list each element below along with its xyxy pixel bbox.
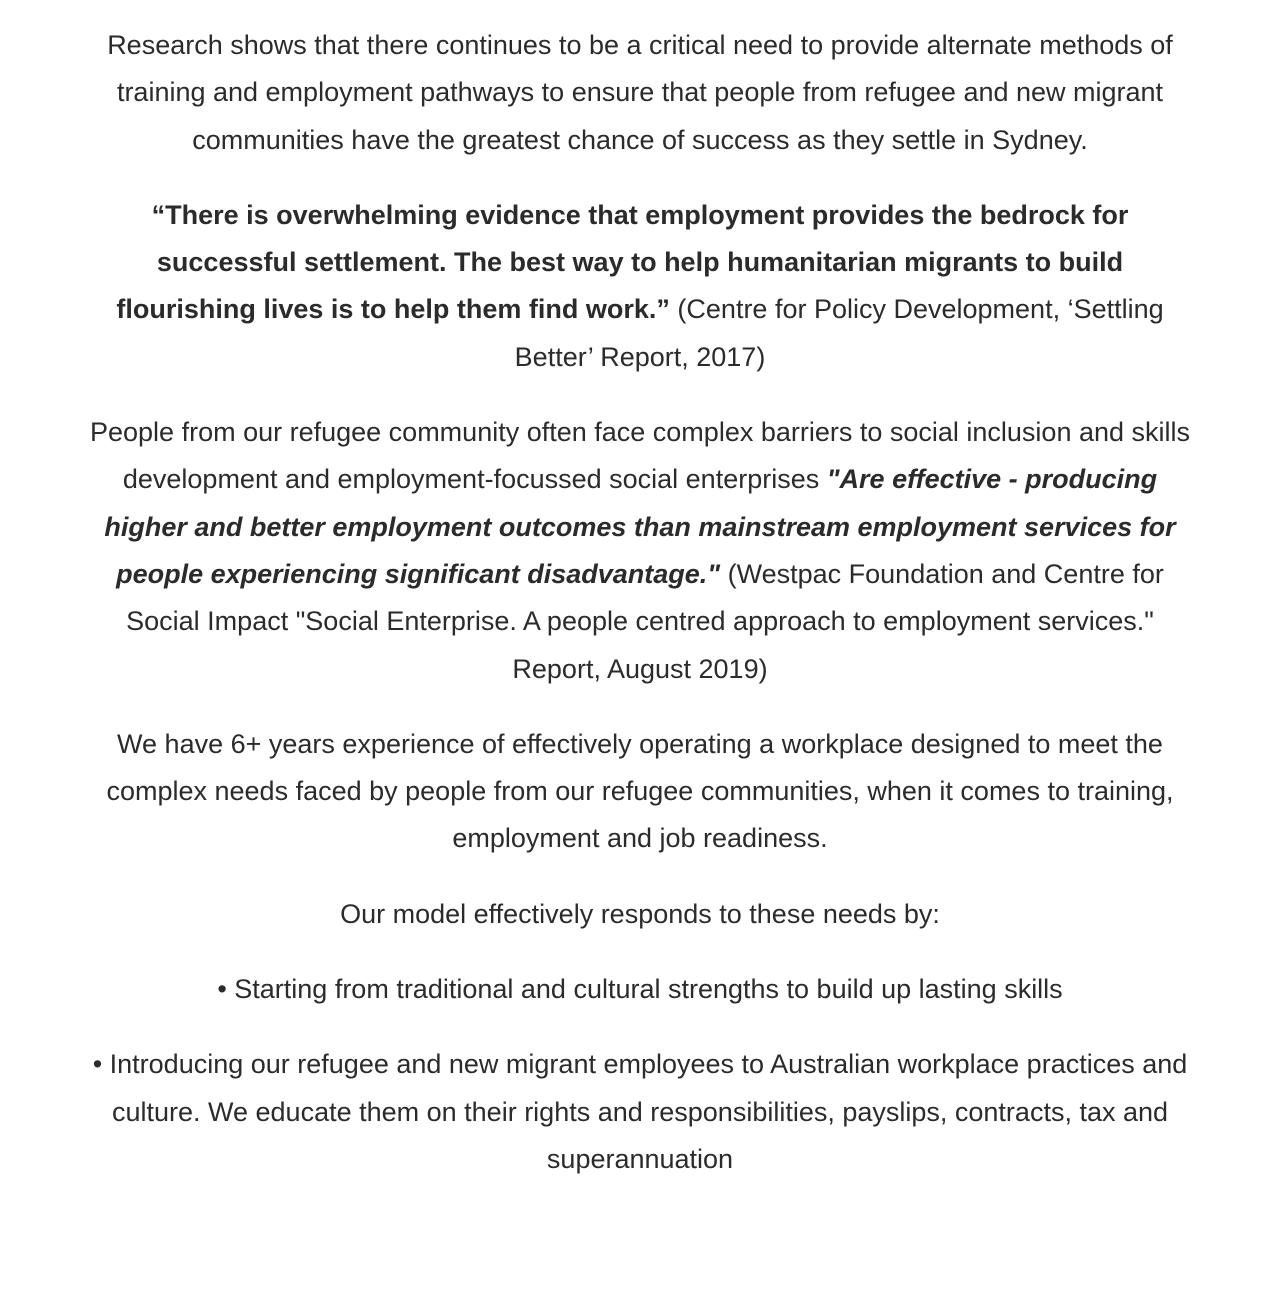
- article-body: [90, 0, 1190, 1183]
- social-enterprise-paragraph: [90, 409, 1190, 693]
- bullet-item: • Starting from traditional and cultural strengths to build up lasting skills: [217, 974, 1063, 1005]
- social-enterprise-quote: "Are effective - producing higher and better employment outcomes than mainstream employment services for people experiencing significant disadvantage.": [104, 464, 1176, 589]
- experience-paragraph: We have 6+ years experience of effectively operating a workplace designed to meet the complex needs faced by people from our refugee communities, when it comes to training, employment and job readiness.: [106, 728, 1174, 854]
- social-enterprise-intro: People from our refugee community often face complex barriers to social inclusion and skills development and employment-focussed social enterprises: [90, 417, 1191, 495]
- model-intro-paragraph: Our model effectively responds to these needs by:: [340, 898, 940, 929]
- social-enterprise-citation: (Westpac Foundation and Centre for Social Impact "Social Enterprise. A people centred approach to employment services." Report, August 2019): [126, 558, 1164, 684]
- policy-quote: “There is overwhelming evidence that employment provides the bedrock for successful settlement. The best way to help humanitarian migrants to build flourishing lives is to help them find work.”: [116, 199, 1129, 325]
- bullet-item: • Introducing our refugee and new migrant employees to Australian workplace practices and culture. We educate them on their rights and responsibilities, payslips, contracts, tax and superannuation: [92, 1049, 1188, 1174]
- policy-quote-citation: (Centre for Policy Development, ‘Settling Better’ Report, 2017): [514, 294, 1164, 372]
- intro-paragraph: Research shows that there continues to be a critical need to provide alternate methods of training and employment pathways to ensure that people from refugee and new migrant communities have the greatest chance of success as they settle in Sydney.: [107, 30, 1173, 155]
- policy-quote-paragraph: [90, 192, 1190, 381]
